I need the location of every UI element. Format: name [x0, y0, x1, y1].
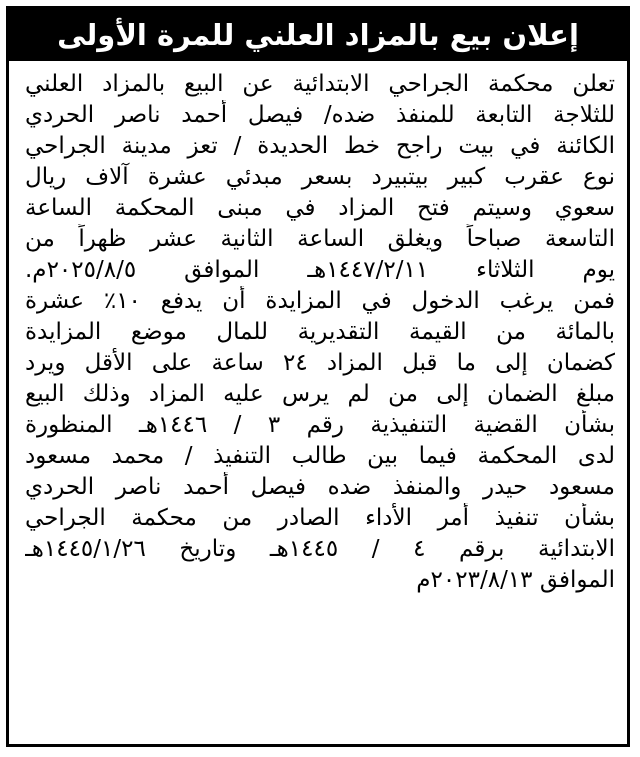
body-line-4: نوع عقرب كبير بيتبيرد بسعر مبدئي عشرة آلاف ريال	[25, 164, 615, 190]
body-line-17: الموافق ٢٠٢٣/٨/١٣م	[416, 567, 615, 593]
notice-body	[25, 69, 615, 596]
body-line-13: لدى المحكمة فيما بين طالب التنفيذ / محمد مسعود	[25, 443, 615, 469]
body-line-15: بشأن تنفيذ أمر الأداء الصادر من محكمة الجراحي	[25, 505, 615, 531]
body-line-9: بالمائة من القيمة التقديرية للمال موضع المزايدة	[25, 319, 615, 345]
body-line-12: بشأن القضية التنفيذية رقم ٣ / ١٤٤٦هـ المنظورة	[25, 412, 615, 438]
notice-frame	[6, 6, 630, 747]
body-line-6: التاسعة صباحاً ويغلق الساعة الثانية عشر ظهراً من	[25, 226, 615, 252]
body-line-16: الابتدائية برقم ٤ / ١٤٤٥هـ وتاريخ ١٤٤٥/١/٢٦هـ	[25, 536, 615, 562]
body-line-1: تعلن محكمة الجراحي الابتدائية عن البيع بالمزاد العلني	[25, 71, 615, 97]
body-line-14: مسعود حيدر والمنفذ ضده فيصل أحمد ناصر الحردي	[25, 474, 615, 500]
body-line-11: مبلغ الضمان إلى من لم يرس عليه المزاد وذلك البيع	[25, 381, 615, 407]
body-line-8: فمن يرغب الدخول في المزايدة أن يدفع ١٠٪ عشرة	[25, 288, 615, 314]
body-line-3: الكائنة في بيت راجح خط الحديدة / تعز مدينة الجراحي	[25, 133, 615, 159]
body-line-10: كضمان إلى ما قبل المزاد ٢٤ ساعة على الأقل ويرد	[25, 350, 615, 376]
body-line-5: سعوي وسيتم فتح المزاد في مبنى المحكمة الساعة	[25, 195, 615, 221]
title-bar	[9, 9, 627, 61]
body-line-7: يوم الثلاثاء ١٤٤٧/٢/١١هـ الموافق ٢٠٢٥/٨/٥م.	[25, 257, 615, 283]
body-line-2: للثلاجة التابعة للمنفذ ضده/ فيصل أحمد ناصر الحردي	[25, 102, 615, 128]
notice-title: إعلان بيع بالمزاد العلني للمرة الأولى	[57, 17, 579, 52]
